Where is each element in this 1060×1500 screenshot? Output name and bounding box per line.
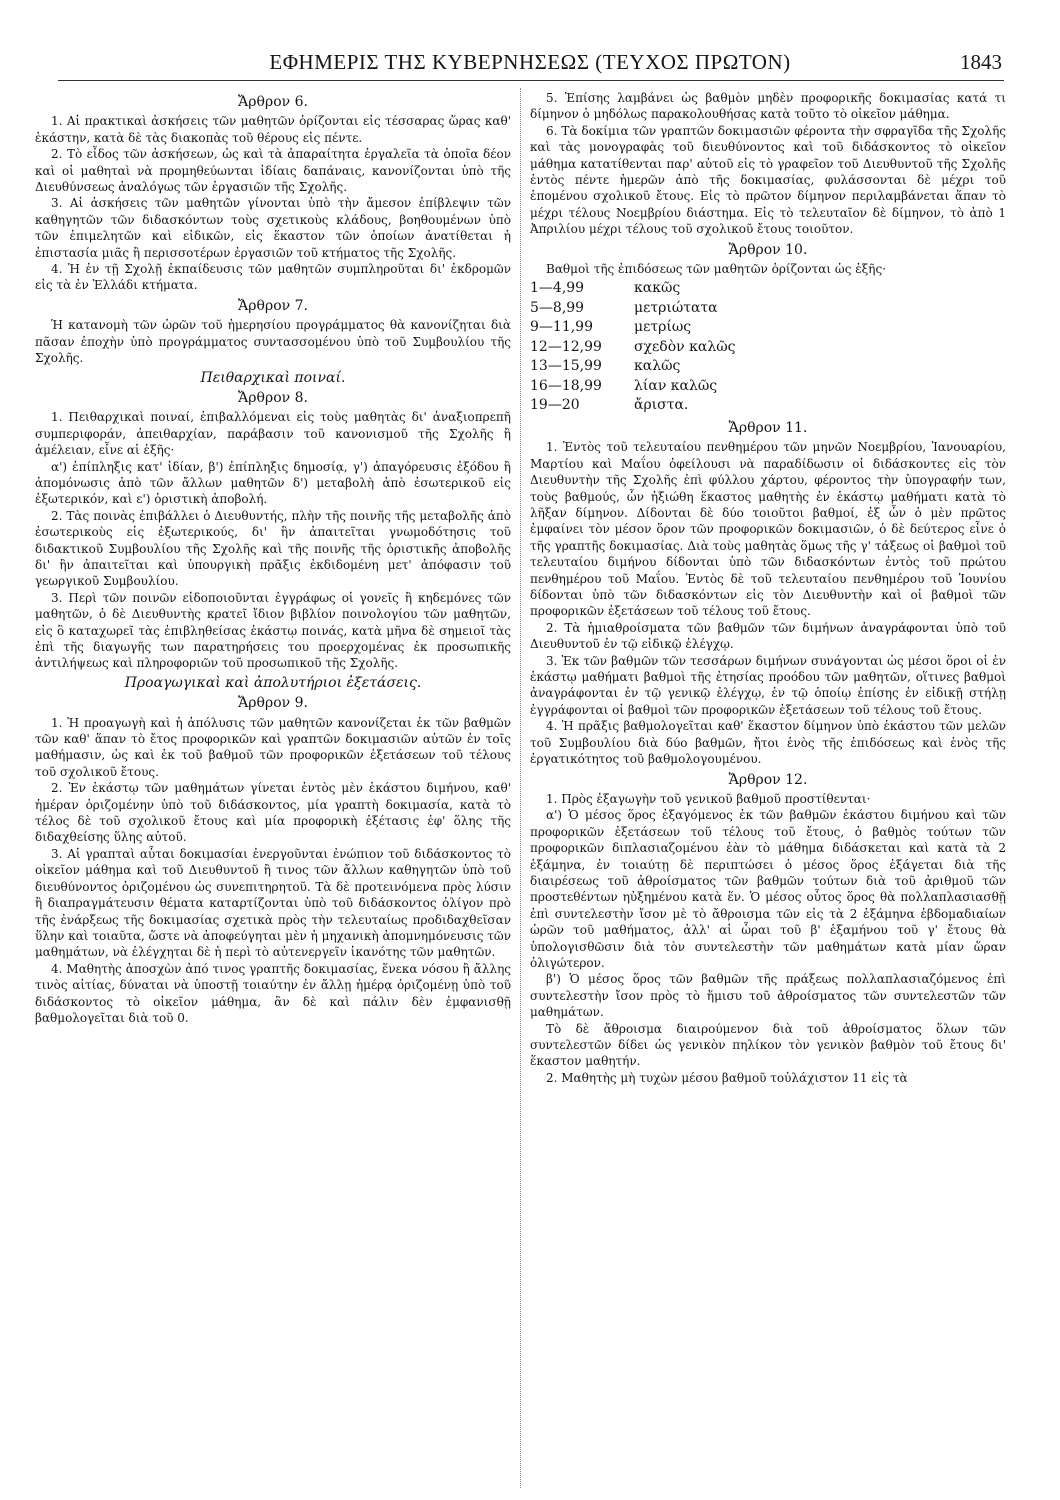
grade-label: σχεδὸν καλῶς [634,338,736,355]
grade-row [530,279,1006,299]
article-6-title: Ἄρθρον 6. [238,94,308,110]
grade-label: λίαν καλῶς [634,377,718,394]
grade-row [530,338,1006,358]
article-9-paragraph-3: 3. Αἱ γραπταὶ αὗται δοκιμασίαι ἐνεργοῦνται ἐνώπιον τοῦ διδάσκοντος τὸ οἰκεῖον μάθημα καὶ τοῦ Διευθυντοῦ ἢ τινος τῶν ἄλλων καθηγητῶν ὑπὸ τοῦ διευθύνοντος ὁριζομένου ὡς συνεπιτηρητοῦ. Τὰ δὲ προτεινόμενα πρὸς λύσιν ἢ διαπραγμάτευσιν θέματα καταρτίζονται ὑπὸ τοῦ διδάσκοντος ὀλίγον πρὸ τῆς ἐνάρξεως τῆς δοκιμασίας σχετικὰ πρὸς τὴν τελευταίως προδιδαχθεῖσαν ὕλην καὶ τοιαῦτα, ὥστε νὰ ἀποφεύγηται μὲν ἡ μηχανικὴ ἀπομνημόνευσις τῶν μαθημάτων, νὰ ἐλέγχηται δὲ ἡ περὶ τὸ αὐτενεργεῖν ἱκανότης τῶν μαθητῶν. [35,846,511,960]
article-12-paragraph-2: α') Ὁ μέσος ὅρος ἐξαγόμενος ἐκ τῶν βαθμῶν ἑκάστου διμήνου καὶ τῶν προφορικῶν ἐξετάσεων τοῦ τέλους τοῦ ἔτους, ὁ βαθμὸς τούτων τῶν προφορικῶν διπλασιαζομένου ἐὰν τὸ μάθημα διδάσκεται καὶ κατὰ τὰ 2 ἑξάμηνα, ἐν τοιαύτῃ δὲ περιπτώσει ὁ μέσος ὅρος ἐξάγεται διὰ τῆς διαιρέσεως τοῦ ἀθροίσματος τῶν βαθμῶν τούτων διὰ τοῦ ἀριθμοῦ τῶν προστεθέντων ηὐξημένου κατὰ ἕν. Ὁ μέσος οὗτος ὅρος θὰ πολλαπλασιασθῇ ἐπὶ συντελεστὴν ἴσον μὲ τὸ ἄθροισμα τῶν εἰς τὰ 2 ἑξάμηνα ἑβδομαδιαίων ὡρῶν τοῦ μαθήματος, ἀλλ' αἱ ὧραι τοῦ β' ἑξαμήνου τοῦ γ' ἔτους θὰ ὑπολογισθῶσιν διὰ τὸν συντελεστὴν τῶν μαθημάτων κατὰ μίαν ὥραν ὀλιγώτερον. [530,808,1006,970]
grade-label: μετρίως [634,319,692,336]
article-12-paragraph-1: 1. Πρὸς ἐξαγωγὴν τοῦ γενικοῦ βαθμοῦ προστίθενται· [546,791,871,806]
grade-range: 5—8,99 [530,299,585,316]
penalties-section-heading: Πειθαρχικαὶ ποιναί. [200,369,346,386]
article-9-title: Ἄρθρον 9. [238,695,308,712]
article-7-title: Ἄρθρον 7. [238,297,308,314]
article-10-intro: Βαθμοὶ τῆς ἐπιδόσεως τῶν μαθητῶν ὁρίζονται ὡς ἑξῆς· [546,262,887,277]
article-12-paragraph-4: Τὸ δὲ ἄθροισμα διαιρούμενον διὰ τοῦ ἀθροίσματος ὅλων τῶν συντελεστῶν δίδει ὡς γενικὸν πηλίκον τὸν γενικὸν βαθμὸν τοῦ ἔτους δι' ἕκαστον μαθητήν. [530,1021,1006,1069]
grade-range: 1—4,99 [530,280,585,297]
grade-range: 13—15,99 [530,358,602,375]
article-10-title: Ἄρθρον 10. [728,241,808,258]
article-8-paragraph-2: α') ἐπίπληξις κατ' ἰδίαν, β') ἐπίπληξις δημοσίᾳ, γ') ἀπαγόρευσις ἐξόδου ἢ ἀπομόνωσις ἀπὸ τῶν ἄλλων μαθητῶν δ') μεταβολὴ ἀπὸ ἐσωτερικοῦ εἰς ἐξωτερικόν, καὶ ε') ὁριστικὴ ἀποβολή. [35,459,511,507]
grade-range: 9—11,99 [530,319,593,336]
exams-section-heading: Προαγωγικαὶ καὶ ἀπολυτήριοι ἐξετάσεις. [124,674,422,691]
grade-label: καλῶς [634,358,681,375]
header-rule [58,80,1004,81]
article-11-paragraph-3: 3. Ἐκ τῶν βαθμῶν τῶν τεσσάρων διμήνων συνάγονται ὡς μέσοι ὅροι οἱ ἐν ἑκάστῳ μαθήματι βαθμοὶ τῆς ἐτησίας προόδου τῶν μαθητῶν, οἵτινες βαθμοὶ ἀναγράφονται ἐν τῷ γενικῷ ἐλέγχῳ, ἐν τῷ ὁποίῳ ἐπίσης ἐν εἰδικῇ στήλῃ ἐγγράφονται οἱ βαθμοὶ τῶν προφορικῶν ἐξετάσεων τοῦ τέλους τοῦ ἔτους. [530,653,1006,717]
grade-row [530,299,1006,319]
grade-range: 16—18,99 [530,377,602,394]
article-8-title: Ἄρθρον 8. [238,389,308,406]
article-6-paragraph-2: 2. Τὸ εἶδος τῶν ἀσκήσεων, ὡς καὶ τὰ ἀπαραίτητα ἐργαλεῖα τὰ ὁποῖα δέον καὶ οἱ μαθηταὶ νὰ προμηθεύωνται ἰδίαις δαπάναις, κανονίζονται ὑπὸ τῆς Διευθύνσεως ἀναλόγως τῶν ἐργασιῶν τῆς Σχολῆς. [35,147,511,195]
article-6-paragraph-1: 1. Αἱ πρακτικαὶ ἀσκήσεις τῶν μαθητῶν ὁρίζονται εἰς τέσσαρας ὥρας καθ' ἑκάστην, κατὰ δὲ τὰς διακοπὰς τοῦ θέρους εἰς πέντε. [35,114,511,145]
article-7-paragraph-1: Ἡ κατανομὴ τῶν ὡρῶν τοῦ ἡμερησίου προγράμματος θὰ κανονίζηται διὰ πᾶσαν ἐποχὴν ὑπὸ προγράμματος συντασσομένου ὑπὸ τοῦ Συμβουλίου τῆς Σχολῆς. [35,318,511,366]
article-12-title: Ἄρθρον 12. [728,771,808,788]
grade-label: ἄριστα. [634,397,689,414]
right-column [530,90,1006,1086]
left-column [35,90,511,1026]
article-6-paragraph-4: 4. Ἡ ἐν τῇ Σχολῇ ἐκπαίδευσις τῶν μαθητῶν συμπληροῦται δι' ἐκδρομῶν εἰς τὰ ἐν Ἑλλάδι κτήματα. [35,262,511,293]
grade-row [530,377,1006,397]
grade-scale-list [530,279,1006,416]
article-11-paragraph-2: 2. Τὰ ἡμιαθροίσματα τῶν βαθμῶν τῶν διμήνων ἀναγράφονται ὑπὸ τοῦ Διευθυντοῦ ἐν τῷ εἰδικῷ ἐλέγχῳ. [530,620,1006,652]
article-8-paragraph-3: 2. Τὰς ποινὰς ἐπιβάλλει ὁ Διευθυντής, πλὴν τῆς ποινῆς τῆς μεταβολῆς ἀπὸ ἐσωτερικοὺς εἰς ἐξωτερικούς, δι' ἣν ἀπαιτεῖται γνωμοδότησις τοῦ διδακτικοῦ Συμβουλίου τῆς Σχολῆς καὶ τῆς ποινῆς τῆς ὁριστικῆς ἀποβολῆς δι' ἣν ἀπαιτεῖται καὶ ὑπουργικὴ πρᾶξις ἐκδιδομένη μετ' ἀπόφασιν τοῦ γεωργικοῦ Συμβουλίου. [35,508,511,589]
article-11-paragraph-1: 1. Ἐντὸς τοῦ τελευταίου πενθημέρου τῶν μηνῶν Νοεμβρίου, Ἰανουαρίου, Μαρτίου καὶ Μαΐου ὀφείλουσι νὰ παραδίδωσιν οἱ διδάσκοντες εἰς τὸν Διευθυντὴν τῆς Σχολῆς ἐπὶ φύλλου χάρτου, φέροντος τὴν ὑπογραφήν των, τοὺς βαθμούς, ὧν ἠξιώθη ἕκαστος μαθητὴς ἐν ἑκάστῳ μαθήματι κατὰ τὸ λῆξαν δίμηνον. Δίδονται δὲ δύο τοιοῦτοι βαθμοί, ἐξ ὧν ὁ μὲν πρῶτος ἐμφαίνει τὸν μέσον ὅρον τῶν προφορικῶν δοκιμασιῶν, ὁ δὲ δεύτερος εἶνε ὁ τῆς γραπτῆς δοκιμασίας. Διὰ τοὺς μαθητὰς ὅμως τῆς γ' τάξεως οἱ βαθμοὶ τοῦ τελευταίου διμήνου δίδονται ὑπὸ τῶν διδασκόντων ἐντὸς τοῦ πρώτου πενθημέρου τοῦ Μαΐου. Ἐντὸς δὲ τοῦ τελευταίου πενθημέρου τοῦ Ἰουνίου δίδονται ὑπὸ τῶν διδασκόντων εἰς τὸν Διευθυντὴν καὶ οἱ βαθμοὶ τῶν προφορικῶν ἐξετάσεων τοῦ τέλους τοῦ ἔτους. [530,440,1006,619]
article-9-paragraph-2: 2. Ἐν ἑκάστῳ τῶν μαθημάτων γίνεται ἐντὸς μὲν ἑκάστου διμήνου, καθ' ἡμέραν ὁριζομένην ὑπὸ τοῦ διδάσκοντος, μία γραπτὴ δοκιμασία, κατὰ τὸ τέλος δὲ τοῦ σχολικοῦ ἔτους καὶ μία προφορικὴ ἐξέτασις ἐφ' ὅλης τῆς διδαχθείσης ὕλης αὐτοῦ. [35,781,511,845]
article-8-paragraph-1: 1. Πειθαρχικαὶ ποιναί, ἐπιβαλλόμεναι εἰς τοὺς μαθητὰς δι' ἀναξιοπρεπῆ συμπεριφοράν, ἀπειθαρχίαν, παράβασιν τοῦ κανονισμοῦ τῆς Σχολῆς ἢ ἀμέλειαν, εἶνε αἱ ἑξῆς· [35,410,511,458]
page-header [30,44,1030,84]
article-12-paragraph-5: 2. Μαθητὴς μὴ τυχὼν μέσου βαθμοῦ τοὐλάχιστον 11 εἰς τὰ [546,1070,908,1085]
gazette-title: ΕΦΗΜΕΡΙΣ ΤΗΣ ΚΥΒΕΡΝΗΣΕΩΣ (ΤΕΥΧΟΣ ΠΡΩΤΟΝ) [269,50,791,74]
article-9-paragraph-1: 1. Ἡ προαγωγὴ καὶ ἡ ἀπόλυσις τῶν μαθητῶν κανονίζεται ἐκ τῶν βαθμῶν τῶν καθ' ἅπαν τὸ ἔτος προφορικῶν καὶ γραπτῶν δοκιμασιῶν αὐτῶν ἐν τοῖς μαθήμασιν, ὡς καὶ ἐκ τοῦ βαθμοῦ τῶν προφορικῶν ἐξετάσεων τοῦ τέλους τοῦ σχολικοῦ ἔτους. [35,715,511,779]
grade-row [530,396,1006,416]
grade-range: 19—20 [530,397,580,414]
article-9-paragraph-6: 6. Τὰ δοκίμια τῶν γραπτῶν δοκιμασιῶν φέροντα τὴν σφραγῖδα τῆς Σχολῆς καὶ τὰς μονογραφὰς τοῦ διευθύνοντος καὶ τοῦ διδάσκοντος τὸ οἰκεῖον μάθημα κατατίθενται παρ' αὐτοῦ εἰς τὸ γραφεῖον τοῦ Διευθυντοῦ τῆς Σχολῆς ἐντὸς πέντε ἡμερῶν ἀπὸ τῆς δοκιμασίας, φυλάσσονται δὲ μέχρι τοῦ ἑπομένου σχολικοῦ ἔτους. Εἰς τὸ πρῶτον δίμηνον περιλαμβάνεται ἅπαν τὸ μέχρι τέλους Νοεμβρίου διάστημα. Εἰς τὸ τελευταῖον δὲ δίμηνον, τὸ ἀπὸ 1 Ἀπριλίου μέχρι τέλους τοῦ σχολικοῦ ἔτους τοιοῦτον. [530,123,1006,237]
grade-row [530,357,1006,377]
article-9-paragraph-4: 4. Μαθητὴς ἀποσχὼν ἀπό τινος γραπτῆς δοκιμασίας, ἕνεκα νόσου ἢ ἄλλης τινὸς αἰτίας, δύναται νὰ ὑποστῇ τοιαύτην ἐν ἄλλῃ ἡμέρᾳ ὁριζομένῃ ὑπὸ τοῦ διδάσκοντος τὸ οἰκεῖον μάθημα, ἂν δὲ καὶ πάλιν δὲν ἐμφανισθῇ βαθμολογεῖται διὰ τοῦ 0. [35,961,511,1025]
article-6-paragraph-3: 3. Αἱ ἀσκήσεις τῶν μαθητῶν γίνονται ὑπὸ τὴν ἄμεσον ἐπίβλεψιν τῶν καθηγητῶν τῶν διδασκόντων τοὺς σχετικοὺς κλάδους, βοηθουμένων ὑπὸ τῶν ἐπιμελητῶν καὶ εἰδικῶν, εἰς ἕκαστον τῶν ὁποίων ἀνατίθεται ἡ ἐπιστασία μιᾶς ἢ περισσοτέρων ἐργασιῶν τοῦ κτήματος τῆς Σχολῆς. [35,196,511,260]
article-11-title: Ἄρθρον 11. [728,419,808,436]
page-number: 1843 [960,50,1002,74]
grade-range: 12—12,99 [530,338,602,355]
grade-row [530,318,1006,338]
article-8-paragraph-4: 3. Περὶ τῶν ποινῶν εἰδοποιοῦνται ἐγγράφως οἱ γονεῖς ἢ κηδεμόνες τῶν μαθητῶν, ὁ δὲ Διευθυντὴς κρατεῖ ἴδιον βιβλίον ποινολογίου τῶν μαθητῶν, εἰς ὃ καταχωρεῖ τὰς ἐπιβληθείσας ἑκάστῳ ποινάς, κατὰ μῆνα δὲ σημειοῖ τὰς ἐπὶ τῆς διαγωγῆς των παρατηρήσεις του προερχομένας ἐκ προσωπικῆς ἀντιλήψεως καὶ πληροφοριῶν τοῦ προσωπικοῦ τῆς Σχολῆς. [35,590,511,671]
article-12-paragraph-3: β') Ὁ μέσος ὅρος τῶν βαθμῶν τῆς πράξεως πολλαπλασιαζόμενος ἐπὶ συντελεστὴν ἴσον πρὸς τὸ ἥμισυ τοῦ ἀθροίσματος τῶν συντελεστῶν τῶν μαθημάτων. [530,972,1006,1020]
grade-label: μετριώτατα [634,299,718,316]
grade-label: κακῶς [634,280,681,297]
article-9-paragraph-5: 5. Ἐπίσης λαμβάνει ὡς βαθμὸν μηδὲν προφορικῆς δοκιμασίας κατά τι δίμηνον ὁ μηδόλως παρακολουθήσας κατὰ τοῦτο τὸ οἰκεῖον μάθημα. [530,91,1006,122]
column-divider [520,88,521,1488]
article-11-paragraph-4: 4. Ἡ πρᾶξις βαθμολογεῖται καθ' ἕκαστον δίμηνον ὑπὸ ἑκάστου τῶν μελῶν τοῦ Συμβουλίου διὰ δύο βαθμῶν, ἤτοι ἑνὸς τῆς ἐπιδόσεως καὶ ἑνὸς τῆς ἐργατικότητος τοῦ βαθμολογουμένου. [530,719,1006,767]
